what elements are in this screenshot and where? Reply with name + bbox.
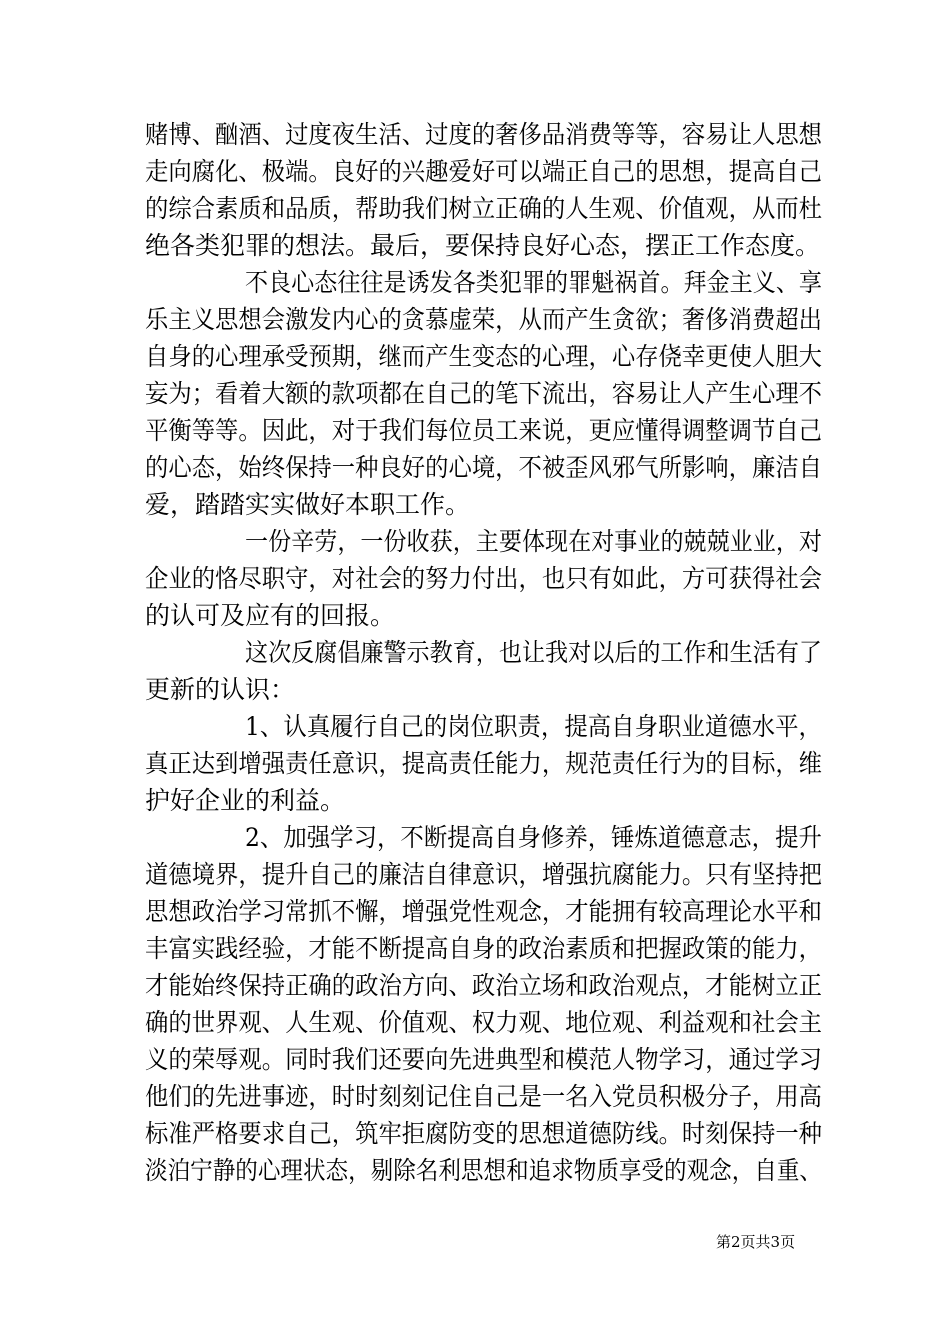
text-line: 一份辛劳，一份收获，主要体现在对事业的兢兢业业，对 [245, 527, 823, 556]
text-line: 义的荣辱观。同时我们还要向先进典型和模范人物学习，通过学习 [145, 1045, 823, 1074]
text-line: 不良心态往往是诱发各类犯罪的罪魁祸首。拜金主义、享 [245, 268, 823, 297]
text-line: 他们的先进事迹，时时刻刻记住自己是一名入党员积极分子，用高 [145, 1082, 823, 1111]
text-line: 的认可及应有的回报。 [145, 601, 396, 630]
text-line: 绝各类犯罪的想法。最后，要保持良好心态，摆正工作态度。 [145, 231, 821, 260]
text-line: 思想政治学习常抓不懈，增强党性观念，才能拥有较高理论水平和 [145, 897, 823, 926]
text-line: 护好企业的利益。 [145, 786, 346, 815]
text-line: 的心态，始终保持一种良好的心境，不被歪风邪气所影响，廉洁自 [145, 453, 823, 482]
text-line: 丰富实践经验，才能不断提高自身的政治素质和把握政策的能力， [145, 934, 823, 963]
text-line: 真正达到增强责任意识，提高责任能力，规范责任行为的目标，维 [145, 749, 823, 778]
text-line: 更新的认识： [145, 675, 296, 704]
text-line: 乐主义思想会激发内心的贪慕虚荣，从而产生贪欲；奢侈消费超出 [145, 305, 823, 334]
text-line: 自身的心理承受预期，继而产生变态的心理，心存侥幸更使人胆大 [145, 342, 823, 371]
text-line: 的综合素质和品质，帮助我们树立正确的人生观、价值观，从而杜 [145, 194, 823, 223]
text-line: 确的世界观、人生观、价值观、权力观、地位观、利益观和社会主 [145, 1008, 823, 1037]
text-line: 企业的恪尽职守，对社会的努力付出，也只有如此，方可获得社会 [145, 564, 823, 593]
text-line: 2、加强学习，不断提高自身修养，锤炼道德意志，提升 [245, 823, 822, 852]
text-line: 爱，踏踏实实做好本职工作。 [145, 490, 471, 519]
text-line: 1、认真履行自己的岗位职责，提高自身职业道德水平， [245, 712, 822, 741]
text-line: 这次反腐倡廉警示教育，也让我对以后的工作和生活有了 [245, 638, 823, 667]
text-line: 走向腐化、极端。良好的兴趣爱好可以端正自己的思想，提高自己 [145, 157, 823, 186]
text-line: 淡泊宁静的心理状态，剔除名利思想和追求物质享受的观念，自重、 [145, 1156, 823, 1185]
page-number-footer: 第2页共3页 [716, 1233, 796, 1251]
text-line: 平衡等等。因此，对于我们每位员工来说，更应懂得调整调节自己 [145, 416, 823, 445]
text-line: 标准严格要求自己，筑牢拒腐防变的思想道德防线。时刻保持一种 [145, 1119, 823, 1148]
text-line: 道德境界，提升自己的廉洁自律意识，增强抗腐能力。只有坚持把 [145, 860, 823, 889]
text-line: 赌博、酗酒、过度夜生活、过度的奢侈品消费等等，容易让人思想 [145, 120, 823, 149]
text-line: 才能始终保持正确的政治方向、政治立场和政治观点，才能树立正 [145, 971, 823, 1000]
text-line: 妄为；看着大额的款项都在自己的笔下流出，容易让人产生心理不 [145, 379, 823, 408]
